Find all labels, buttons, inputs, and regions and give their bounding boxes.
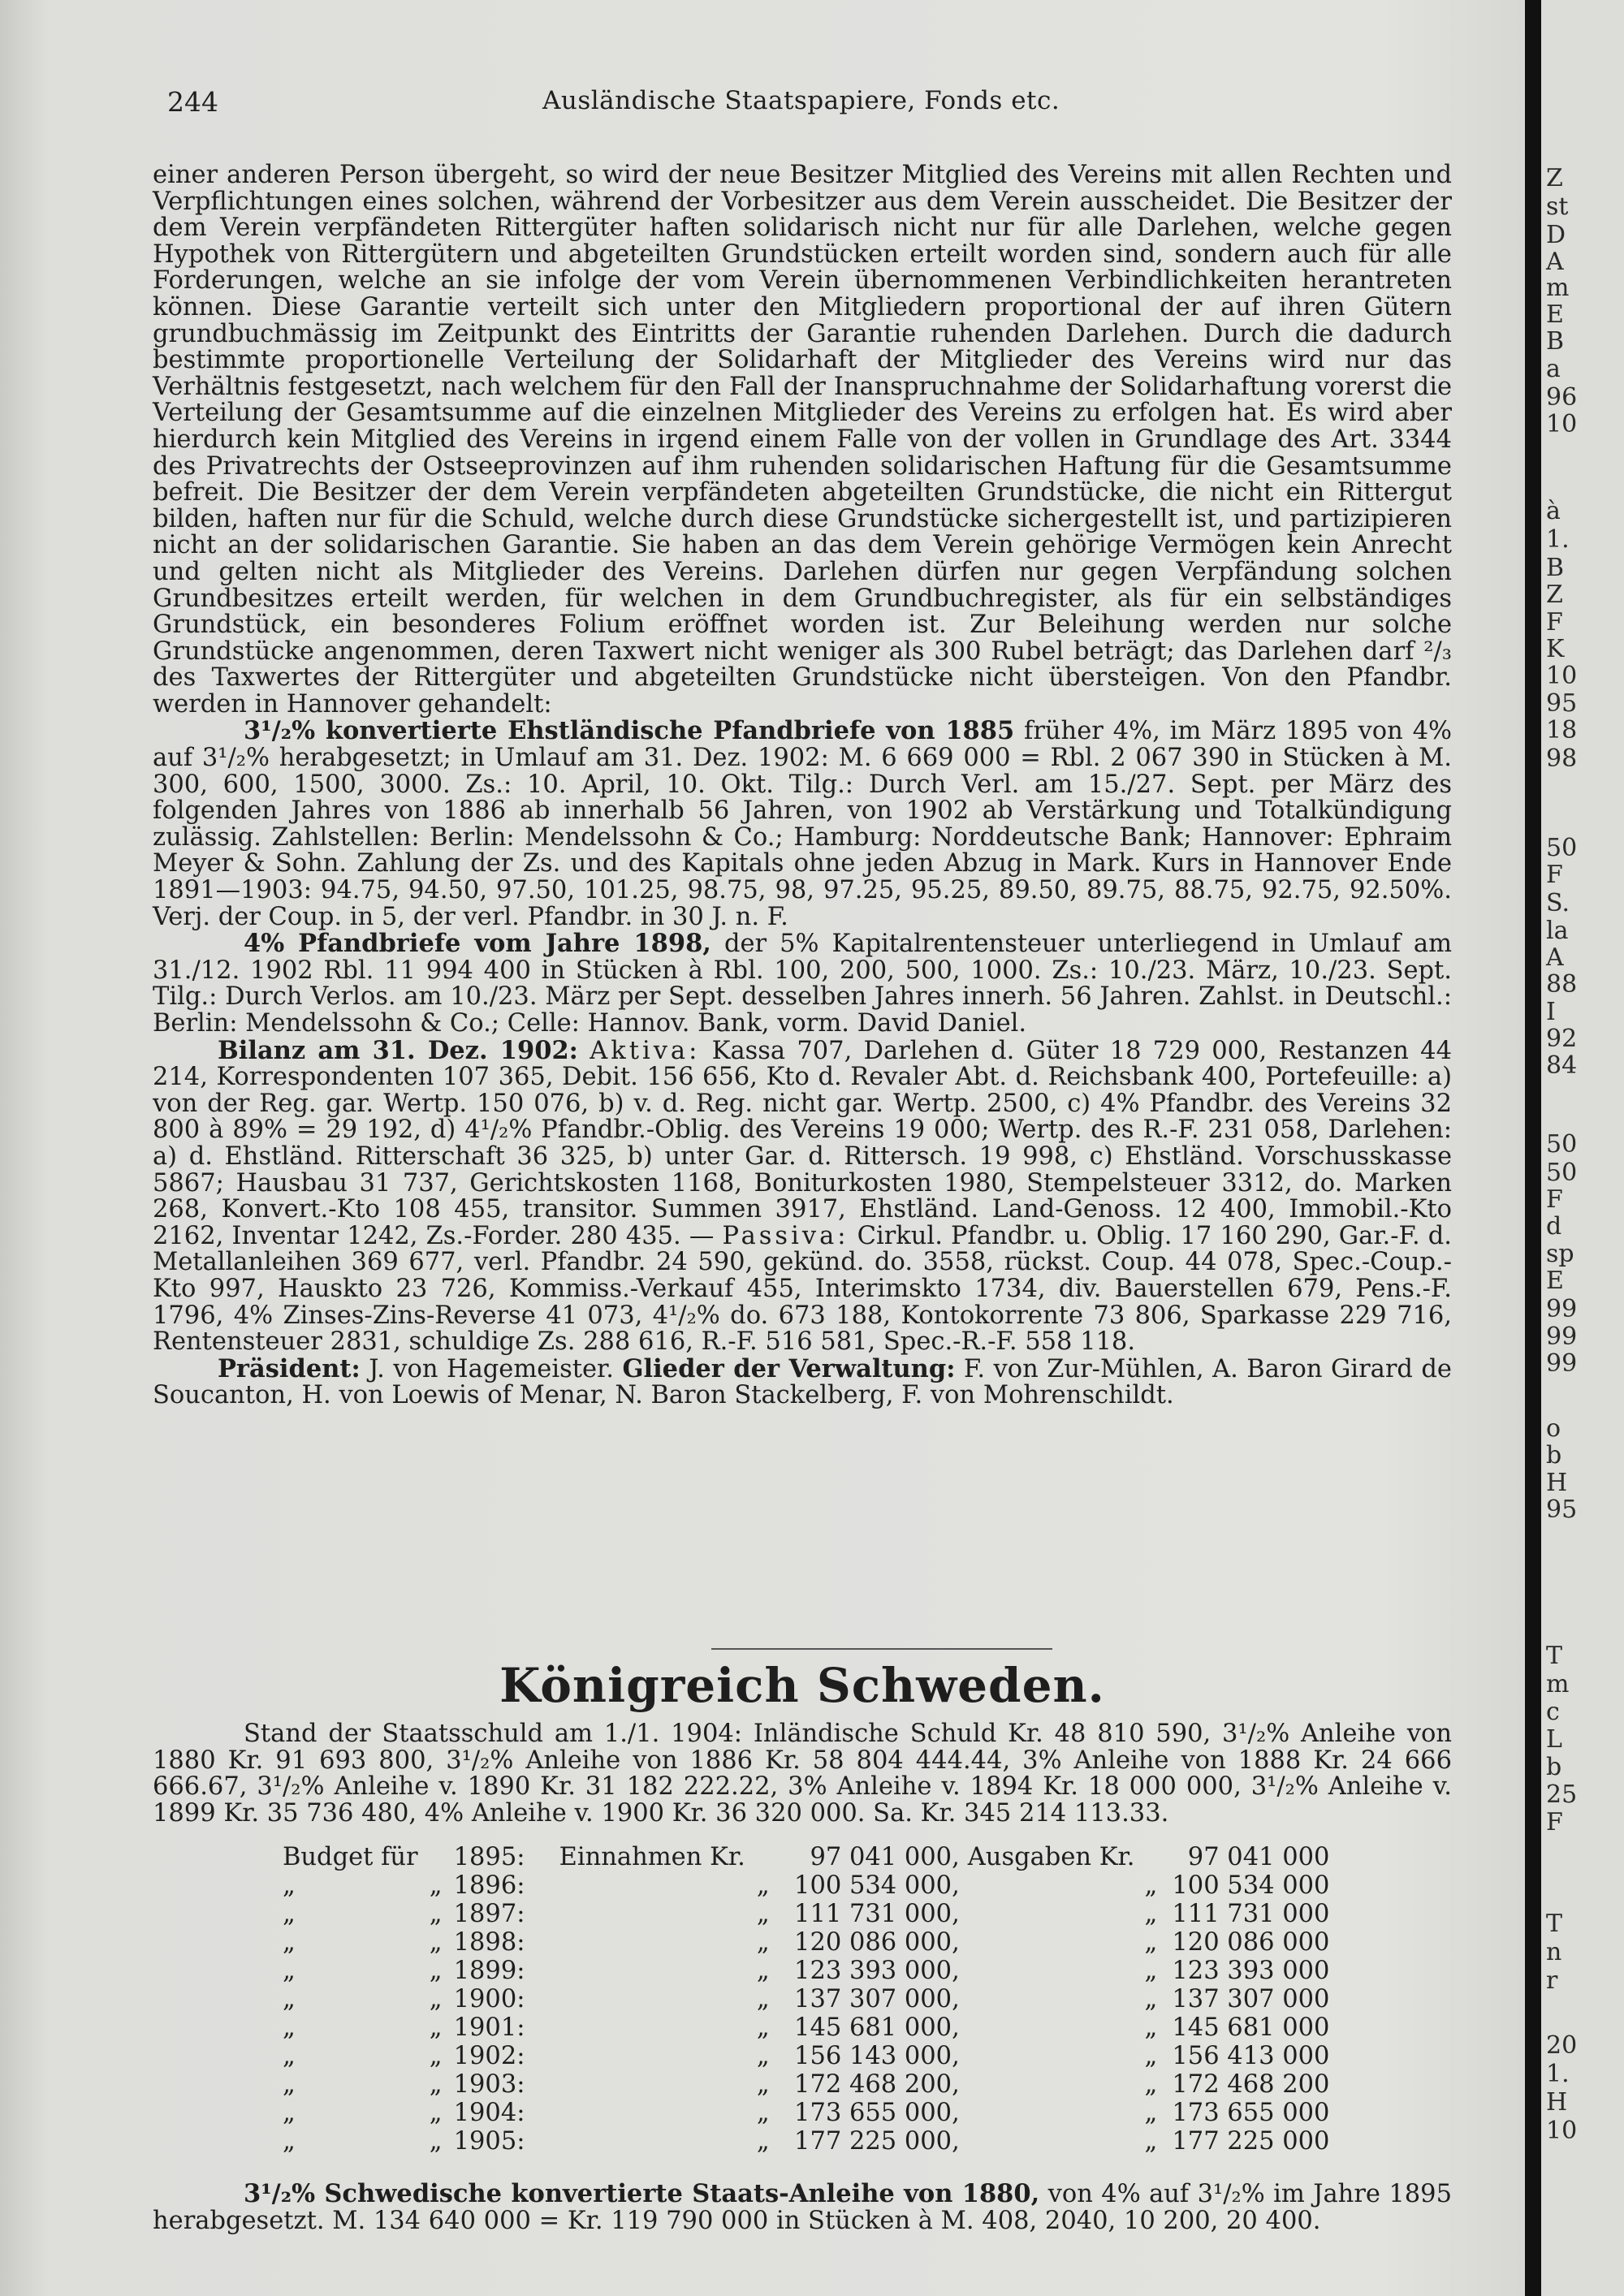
einnahmen-value: 156 143 000, [794, 2042, 960, 2070]
adjacent-page-fragment: 50 [1546, 834, 1578, 862]
ditto-mark: „ [756, 1985, 770, 2013]
budget-row [283, 2099, 1329, 2127]
ditto-mark: „ [1144, 2013, 1158, 2042]
adjacent-page-fragment: 10 [1546, 410, 1578, 438]
ditto-mark: „ [756, 1871, 770, 1900]
ausgaben-label [968, 1928, 1135, 1957]
adjacent-page-fragment: 10 [1546, 662, 1578, 690]
adjacent-page-fragment: S. [1546, 889, 1570, 917]
section-divider [711, 1648, 1052, 1650]
ditto-mark: „ [429, 1957, 443, 1985]
ausgaben-label: Ausgaben Kr. [967, 1843, 1135, 1871]
budget-label: „ [283, 2099, 296, 2127]
ditto-mark: „ [756, 2099, 770, 2127]
ditto-mark: „ [429, 2070, 443, 2099]
staatsschuld-paragraph: Stand der Staatsschuld am 1./1. 1904: Inländische Schuld Kr. 48 810 590, 3¹/₂% Anleihe von 1880 Kr. 91 693 800, 3¹/₂% Anleihe von 1886 Kr. 58 804 444.44, 3% Anleihe von 1888 Kr. 24 666 666.67, 3¹/₂% Anleihe v. 1890 Kr. 31 182 222.22, 3% Anleihe v. 1894 Kr. 18 000 000, 3¹/₂% Anleihe v. 1899 Kr. 35 736 480, 4% Anleihe v. 1900 Kr. 36 320 000. Sa. Kr. 345 214 113.33. [153, 1720, 1452, 1828]
adjacent-page-fragment: 84 [1546, 1051, 1578, 1080]
adjacent-page-fragment: 99 [1546, 1295, 1578, 1323]
adjacent-page-fragment: 96 [1546, 383, 1578, 412]
ditto-mark: „ [429, 2042, 443, 2070]
adjacent-page-fragment: 99 [1546, 1349, 1578, 1378]
adjacent-page-fragment: r [1546, 1966, 1558, 1995]
ausgaben-value: 97 041 000 [1187, 1843, 1330, 1871]
pfandbriefe-1885-paragraph [153, 718, 1452, 930]
budget-row [283, 1871, 1329, 1900]
praesident-label: Präsident: [218, 1353, 361, 1383]
budget-row [283, 1957, 1329, 1985]
adjacent-page-fragment: la [1546, 917, 1569, 945]
page-header [153, 86, 1452, 119]
budget-label: „ [283, 2042, 296, 2070]
anleihe-1880-heading: 3¹/₂% Schwedische konvertierte Staats-Anleihe von 1880, [244, 2179, 1040, 2208]
intro-paragraph: einer anderen Person übergeht, so wird der neue Besitzer Mitglied des Vereins mit allen Rechten und Verpflichtungen eines solchen, während der Vorbesitzer aus dem Verein ausscheidet. Die Besitzer der dem Verein verpfändeten Rittergüter haften solidarisch nicht nur für alle Darlehen, welche gegen Hypothek von Rittergütern und abgeteilten Grundstücken erteilt worden sind, sondern auch für alle Forderungen, welche an sie infolge der vom Verein übernommenen Verbindlichkeiten herantreten können. Diese Garantie verteilt sich unter den Mitgliedern proportional der auf ihren Gütern grundbuchmässig im Zeitpunkt des Eintritts der Garantie ruhenden Darlehen. Durch die dadurch bestimmte proportionelle Verteilung der Solidarhaft der Mitglieder des Vereins wird nur das Verhältnis festgesetzt, nach welchem für den Fall der Inanspruchnahme der Solidarhaftung vorerst die Verteilung der Gesamtsumme auf die einzelnen Mitglieder des Vereins zu erfolgen hat. Es wird aber hierdurch kein Mitglied des Vereins in irgend einem Falle von der vollen in Grundlage des Art. 3344 des Privatrechts der Ostseeprovinzen auf ihm ruhenden solidarischen Haftung für die Gesamtsumme befreit. Die Besitzer der dem Verein verpfändeten abgeteilten Grundstücke, die nicht ein Rittergut bilden, haften nur für die Schuld, welche durch diese Grundstücke sichergestellt ist, und partizipieren nicht an der solidarischen Garantie. Sie haben an das dem Verein gehörige Vermögen kein Anrecht und gelten nicht als Mitglieder des Vereins. Darlehen dürfen nur gegen Verpfändung solchen Grundbesitzes erteilt werden, für welchen in dem Grundbuchregister, als für ein selbständiges Grundstück, ein besonderes Folium eröffnet worden ist. Zur Beleihung werden nur solche Grundstücke angenommen, deren Taxwert nicht weniger als 300 Rubel beträgt; das Darlehen darf ²/₃ des Taxwertes der Rittergüter und abgeteilten Grundstücke nicht übersteigen. Von den Pfandbr. werden in Hannover gehandelt: [153, 161, 1452, 719]
adjacent-page-fragment: F [1546, 1185, 1563, 1214]
page-gutter [1525, 0, 1541, 2296]
ditto-mark: „ [1144, 1871, 1158, 1900]
einnahmen-value: 173 655 000, [794, 2099, 960, 2127]
ditto-mark: „ [756, 2070, 770, 2099]
adjacent-page-fragment: 88 [1546, 970, 1578, 999]
budget-label: „ [283, 1871, 296, 1900]
budget-label: „ [283, 1957, 296, 1985]
budget-label: Budget für [283, 1843, 418, 1871]
einnahmen-value: 123 393 000, [794, 1957, 960, 1985]
budget-year: 1903: [453, 2070, 525, 2099]
einnahmen-label [559, 2013, 745, 2042]
budget-row [283, 1900, 1329, 1928]
anleihe-1880-paragraph [153, 2181, 1452, 2234]
adjacent-page-fragment: o [1546, 1414, 1561, 1443]
adjacent-page-fragment: E [1546, 1267, 1564, 1295]
running-title: Ausländische Staatspapiere, Fonds etc. [542, 86, 1060, 115]
ausgaben-label [968, 2013, 1135, 2042]
ausgaben-value: 156 413 000 [1172, 2042, 1330, 2070]
adjacent-page-fragment: d [1546, 1212, 1562, 1241]
adjacent-page-fragment: c [1546, 1698, 1560, 1726]
ausgaben-label [968, 1900, 1135, 1928]
pfandbriefe-1898-paragraph [153, 930, 1452, 1037]
adjacent-page-fragment: 1. [1546, 2060, 1570, 2088]
budget-year: 1895: [453, 1843, 525, 1871]
adjacent-page-fragment: 50 [1546, 1130, 1578, 1159]
budget-label: „ [283, 1985, 296, 2013]
einnahmen-value: 97 041 000, [810, 1843, 960, 1871]
glieder-label: Glieder der Verwaltung: [622, 1353, 956, 1383]
adjacent-page-fragment: 92 [1546, 1025, 1578, 1053]
ditto-mark: „ [1144, 2099, 1158, 2127]
adjacent-page-edge [1541, 0, 1624, 2296]
budget-row [283, 1928, 1329, 1957]
passiva-text: Cirkul. Pfandbr. u. Oblig. 17 160 290, Gar.-F. d. Metallanleihen 369 677, verl. Pfandbr. 24 590, gekünd. do. 3558, rückst. Coup. 44 078, Spec.-Coup.-Kto 997, Hauskto 23 726, Kommiss.-Verkauf 455, Interimskto 1734, div. Bauerstellen 679, Pens.-F. 1796, 4% Zinses-Zins-Reverse 41 073, 4¹/₂% do. 673 188, Kontokorrente 73 806, Sparkasse 229 716, Rentensteuer 2831, schuldige Zs. 288 616, R.-F. 516 581, Spec.-R.-F. 558 118. [153, 1221, 1452, 1357]
budget-table [283, 1843, 1329, 2156]
adjacent-page-fragment: Z [1546, 164, 1563, 192]
ditto-mark: „ [1144, 2042, 1158, 2070]
budget-label: „ [283, 1900, 296, 1928]
adjacent-page-fragment: 99 [1546, 1323, 1578, 1351]
adjacent-page-fragment: E [1546, 300, 1564, 329]
adjacent-page-fragment: A [1546, 248, 1564, 276]
pfandbriefe-1898-text: der 5% Kapitalrentensteuer unterliegend in Umlauf am 31./12. 1902 Rbl. 11 994 400 in Stücken à Rbl. 100, 200, 500, 1000. Zs.: 10./23. März, 10./23. Sept. Tilg.: Durch Verlos. am 10./23. März per Sept. desselben Jahres innerh. 56 Jahren. Zahlst. in Deutschl.: Berlin: Mendelssohn & Co.; Celle: Hannov. Bank, vorm. David Daniel. [153, 930, 1453, 1038]
budget-year: 1901: [453, 2013, 525, 2042]
ausgaben-value: 173 655 000 [1172, 2099, 1330, 2127]
text-block-estland [153, 162, 1452, 1409]
ausgaben-value: 100 534 000 [1172, 1871, 1330, 1900]
adjacent-page-fragment: 20 [1546, 2031, 1578, 2060]
ausgaben-value: 172 468 200 [1172, 2070, 1330, 2099]
aktiva-text: Kassa 707, Darlehen d. Güter 18 729 000, Restanzen 44 214, Korrespondenten 107 365, Debit. 156 656, Kto d. Revaler Abt. d. Reichsbank 400, Portefeuille: a) von der Reg. gar. Wertp. 150 076, b) v. d. Reg. nicht gar. Wertp. 2500, c) 4% Pfandbr. des Vereins 32 800 à 89% = 29 192, d) 4¹/₂% Pfandbr.-Oblig. des Vereins 19 000; Wertp. des R.-F. 231 058, Darlehen: a) d. Ehstländ. Ritterschaft 36 325, b) unter Gar. d. Rittersch. 19 998, c) Ehstländ. Vorschusskasse 5867; Hausbau 31 737, Gerichtskosten 1168, Boniturkosten 1980, Stempelsteuer 3312, do. Marken 268, Konvert.-Kto 108 455, transitor. Summen 3917, Ehstländ. Land-Genoss. 12 400, Immobil.-Kto 2162, Inventar 1242, Zs.-Forder. 280 435. — [153, 1036, 1452, 1250]
text-block-schweden [153, 1721, 1452, 1827]
adjacent-page-fragment: a [1546, 355, 1561, 383]
passiva-label: Passiva: [722, 1221, 849, 1250]
glieder-text: F. von Zur-Mühlen, A. Baron Girard de Soucanton, H. von Loewis of Menar, N. Baron Stackelberg, F. von Mohrenschildt. [153, 1354, 1452, 1410]
adjacent-page-fragment: m [1546, 274, 1570, 302]
adjacent-page-fragment: B [1546, 327, 1565, 356]
budget-row [283, 2042, 1329, 2070]
ausgaben-label [968, 2070, 1135, 2099]
ditto-mark: „ [756, 1957, 770, 1985]
adjacent-page-fragment: 50 [1546, 1159, 1578, 1187]
adjacent-page-fragment: 1. [1546, 525, 1570, 554]
einnahmen-value: 145 681 000, [794, 2013, 960, 2042]
ditto-mark: „ [1144, 1928, 1158, 1957]
ditto-mark: „ [1144, 2127, 1158, 2156]
budget-row [283, 1843, 1329, 1871]
ditto-mark: „ [756, 1900, 770, 1928]
ditto-mark: „ [429, 2099, 443, 2127]
praesident-text: J. von Hagemeister. [360, 1354, 623, 1383]
ditto-mark: „ [429, 1985, 443, 2013]
adjacent-page-fragment: b [1546, 1441, 1562, 1470]
budget-year: 1902: [453, 2042, 525, 2070]
ditto-mark [1134, 1843, 1167, 1871]
einnahmen-value: 111 731 000, [794, 1900, 960, 1928]
ditto-mark: „ [756, 1928, 770, 1957]
adjacent-page-fragment: H [1546, 1469, 1568, 1497]
adjacent-page-fragment: F [1546, 608, 1563, 637]
ditto-mark: „ [756, 2127, 770, 2156]
budget-row [283, 2013, 1329, 2042]
ditto-mark: „ [429, 1871, 443, 1900]
section-title: Königreich Schweden. [499, 1658, 1105, 1713]
adjacent-page-fragment: n [1546, 1938, 1562, 1966]
einnahmen-label [559, 1871, 745, 1900]
ausgaben-label [968, 2099, 1135, 2127]
ditto-mark: „ [1144, 1985, 1158, 2013]
einnahmen-label [559, 1985, 745, 2013]
adjacent-page-fragment: sp [1546, 1240, 1574, 1268]
ditto-mark: „ [429, 2013, 443, 2042]
ditto-mark [418, 1843, 454, 1871]
pfandbriefe-1898-heading: 4% Pfandbriefe vom Jahre 1898, [244, 929, 711, 959]
ausgaben-value: 177 225 000 [1172, 2127, 1330, 2156]
adjacent-page-fragment: I [1546, 998, 1556, 1026]
ausgaben-value: 123 393 000 [1172, 1957, 1330, 1985]
einnahmen-value: 100 534 000, [794, 1871, 960, 1900]
adjacent-page-fragment: H [1546, 2088, 1568, 2117]
einnahmen-label [559, 2127, 745, 2156]
page-number: 244 [167, 86, 218, 118]
einnahmen-value: 137 307 000, [794, 1985, 960, 2013]
budget-year: 1900: [453, 1985, 525, 2013]
pfandbriefe-1885-text: früher 4%, im März 1895 von 4% auf 3¹/₂% herabgesetzt; in Umlauf am 31. Dez. 1902: M. 6 669 000 = Rbl. 2 067 390 in Stücken à M. 300, 600, 1500, 3000. Zs.: 10. April, 10. Okt. Tilg.: Durch Verl. am 15./27. Sept. per März des folgenden Jahres von 1886 ab innerhalb 56 Jahren, von 1902 ab Verstärkung und Totalkündigung zulässig. Zahlstellen: Berlin: Mendelssohn & Co.; Hamburg: Norddeutsche Bank; Hannover: Ephraim Meyer & Sohn. Zahlung der Zs. und des Kapitals ohne jeden Abzug in Mark. Kurs in Hannover Ende 1891—1903: 94.75, 94.50, 97.50, 101.25, 98.75, 98, 97.25, 95.25, 89.50, 89.75, 88.75, 92.75, 92.50%. Verj. der Coup. in 5, der verl. Pfandbr. in 30 J. n. F. [153, 717, 1452, 931]
einnahmen-label [559, 2042, 745, 2070]
budget-year: 1896: [453, 1871, 525, 1900]
anleihe-1880-text: von 4% auf 3¹/₂% im Jahre 1895 herabgesetzt. M. 134 640 000 = Kr. 119 790 000 in Stücken à M. 408, 2040, 10 200, 20 400. [153, 2180, 1452, 2235]
ditto-mark: „ [756, 2042, 770, 2070]
einnahmen-label [559, 1900, 745, 1928]
budget-label: „ [283, 1928, 296, 1957]
einnahmen-label [559, 2099, 745, 2127]
adjacent-page-fragment: 98 [1546, 744, 1578, 773]
budget-year: 1899: [453, 1957, 525, 1985]
einnahmen-label: Einnahmen Kr. [559, 1843, 745, 1871]
budget-year: 1897: [453, 1900, 525, 1928]
ditto-mark [745, 1843, 781, 1871]
ditto-mark: „ [1144, 1957, 1158, 1985]
ausgaben-label [968, 2042, 1135, 2070]
ditto-mark: „ [429, 2127, 443, 2156]
adjacent-page-fragment: 25 [1546, 1780, 1578, 1809]
budget-label: „ [283, 2013, 296, 2042]
adjacent-page-fragment: T [1546, 1910, 1563, 1938]
aktiva-label: Aktiva: [590, 1036, 701, 1065]
ausgaben-label [968, 2127, 1135, 2156]
adjacent-page-fragment: K [1546, 635, 1565, 663]
bilanz-paragraph [153, 1035, 1452, 1357]
einnahmen-value: 172 468 200, [794, 2070, 960, 2099]
adjacent-page-fragment: 95 [1546, 1495, 1578, 1524]
adjacent-page-fragment: T [1546, 1642, 1563, 1670]
ditto-mark: „ [756, 2013, 770, 2042]
ausgaben-value: 137 307 000 [1172, 1985, 1330, 2013]
ausgaben-label [968, 1985, 1135, 2013]
adjacent-page-fragment: B [1546, 554, 1565, 582]
adjacent-page-fragment: D [1546, 221, 1566, 249]
budget-year: 1904: [453, 2099, 525, 2127]
einnahmen-value: 120 086 000, [794, 1928, 960, 1957]
adjacent-page-fragment: b [1546, 1753, 1562, 1781]
budget-row [283, 2127, 1329, 2156]
bilanz-heading: Bilanz am 31. Dez. 1902: [218, 1035, 578, 1065]
ditto-mark: „ [429, 1928, 443, 1957]
verwaltung-paragraph [153, 1353, 1452, 1410]
adjacent-page-fragment: A [1546, 943, 1564, 972]
adjacent-page-fragment: 10 [1546, 2117, 1578, 2145]
ditto-mark: „ [1144, 1900, 1158, 1928]
budget-row [283, 2070, 1329, 2099]
adjacent-page-fragment: F [1546, 1808, 1563, 1836]
einnahmen-label [559, 1957, 745, 1985]
ausgaben-label [968, 1871, 1135, 1900]
pfandbriefe-1885-heading: 3¹/₂% konvertierte Ehstländische Pfandbriefe von 1885 [244, 716, 1015, 746]
budget-label: „ [283, 2070, 296, 2099]
adjacent-page-fragment: Z [1546, 580, 1563, 609]
adjacent-page-fragment: à [1546, 497, 1561, 525]
adjacent-page-fragment: st [1546, 192, 1569, 221]
einnahmen-label [559, 1928, 745, 1957]
einnahmen-label [559, 2070, 745, 2099]
ditto-mark: „ [429, 1900, 443, 1928]
ausgaben-value: 120 086 000 [1172, 1928, 1330, 1957]
budget-year: 1905: [453, 2127, 525, 2156]
budget-label: „ [283, 2127, 296, 2156]
ausgaben-value: 145 681 000 [1172, 2013, 1330, 2042]
adjacent-page-fragment: m [1546, 1670, 1570, 1698]
adjacent-page-fragment: F [1546, 861, 1563, 889]
budget-row [283, 1985, 1329, 2013]
adjacent-page-fragment: L [1546, 1725, 1562, 1754]
ditto-mark: „ [1144, 2070, 1158, 2099]
text-block-anleihe-1880 [153, 2181, 1452, 2234]
ausgaben-value: 111 731 000 [1172, 1900, 1330, 1928]
adjacent-page-fragment: 95 [1546, 689, 1578, 718]
budget-year: 1898: [453, 1928, 525, 1957]
ausgaben-label [968, 1957, 1135, 1985]
adjacent-page-fragment: 18 [1546, 716, 1578, 744]
einnahmen-value: 177 225 000, [794, 2127, 960, 2156]
